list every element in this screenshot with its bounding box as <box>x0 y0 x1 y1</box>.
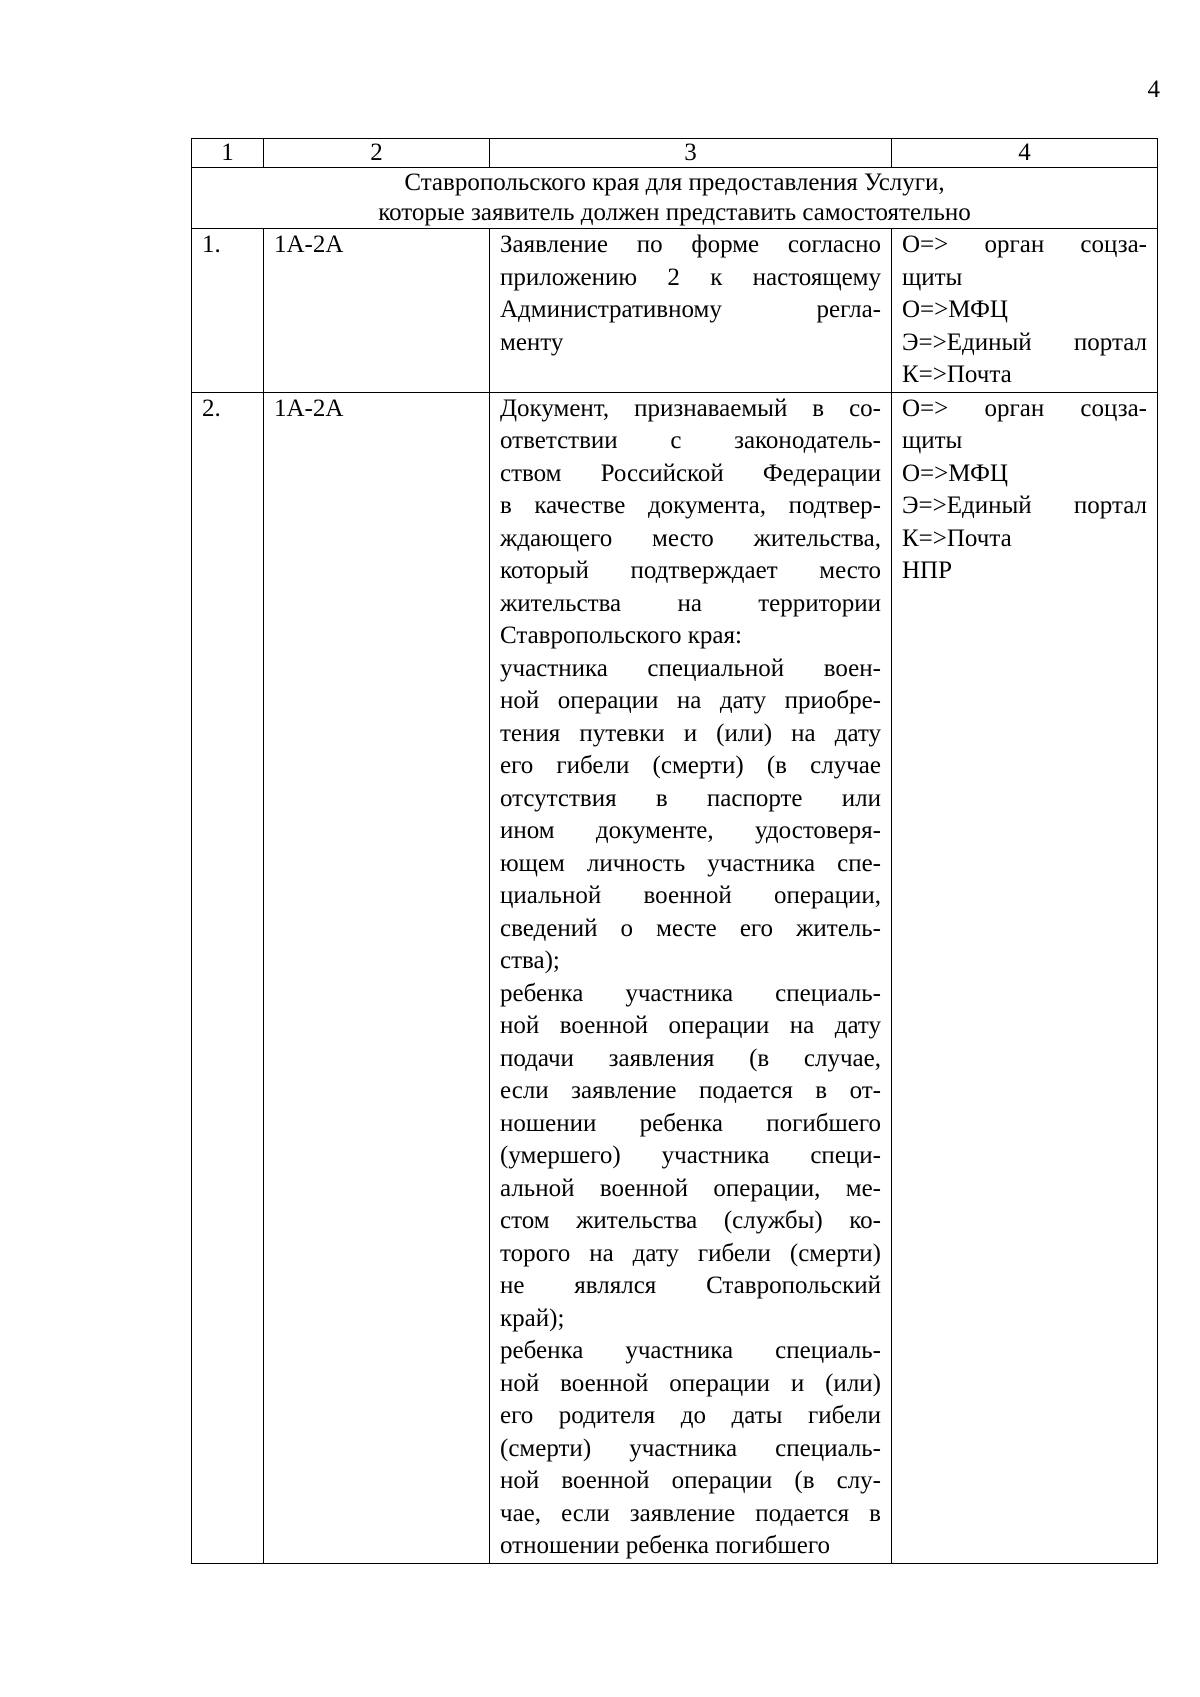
description-line: альной военной операции, ме- <box>500 1174 881 1202</box>
table-row <box>192 392 1158 1563</box>
document-code: 1А-2А <box>264 229 490 393</box>
description-line: его родителя до даты гибели <box>500 1402 881 1429</box>
document-description <box>490 392 892 1563</box>
document-code: 1А-2А <box>264 392 490 1563</box>
channel-line: О=>МФЦ <box>902 459 1008 487</box>
description-line: приложению 2 к настоящему <box>500 263 881 291</box>
description-line: Документ, признаваемый в со- <box>500 394 881 422</box>
description-line: (умершего) участника специ- <box>500 1142 881 1169</box>
description-line: его гибели (смерти) (в случае <box>500 752 881 779</box>
description-line: в качестве документа, подтвер- <box>500 492 881 519</box>
description-line: торого на дату гибели (смерти) <box>500 1239 881 1267</box>
section-heading-line: которые заявитель должен представить самостоятельно <box>378 199 971 226</box>
documents-table <box>191 138 1158 1564</box>
description-line: край); <box>500 1304 565 1332</box>
description-line: жительства на территории <box>500 589 881 617</box>
description-line: ответствии с законодатель- <box>500 427 881 454</box>
description-line: (смерти) участника специаль- <box>500 1434 881 1462</box>
description-line: не являлся Ставропольский <box>500 1272 881 1299</box>
description-line: ной военной операции и (или) <box>500 1369 881 1397</box>
description-line: ждающего место жительства, <box>500 524 881 552</box>
description-line: сведений о месте его житель- <box>500 914 881 942</box>
section-heading <box>192 168 1158 229</box>
channel-line: щиты <box>902 263 963 291</box>
description-line: Административному регла- <box>500 296 881 323</box>
description-line: если заявление подается в от- <box>500 1077 881 1104</box>
description-line: ющем личность участника спе- <box>500 849 881 877</box>
description-line: ной военной операции (в слу- <box>500 1467 881 1494</box>
description-line: отсутствия в паспорте или <box>500 784 881 812</box>
table-row <box>192 229 1158 393</box>
row-number: 2. <box>192 392 264 1563</box>
description-line: участника специальной воен- <box>500 654 881 682</box>
column-header: 1 <box>192 139 264 168</box>
document-description <box>490 229 892 393</box>
description-line: Заявление по форме согласно <box>500 231 881 258</box>
channel-line: К=>Почта <box>902 361 1012 388</box>
description-line: ином документе, удостоверя- <box>500 817 881 844</box>
column-number-row <box>192 139 1158 168</box>
channel-line: НПР <box>902 557 953 584</box>
description-line: тения путевки и (или) на дату <box>500 719 881 747</box>
channel-line: О=> орган соцза- <box>902 394 1147 422</box>
row-number: 1. <box>192 229 264 393</box>
description-line: ством Российской Федерации <box>500 459 881 487</box>
description-line: менту <box>500 328 564 356</box>
channel-line: Э=>Единый портал <box>902 492 1147 519</box>
channel-line: щиты <box>902 427 963 454</box>
description-line: ребенка участника специаль- <box>500 979 881 1007</box>
channel-line: К=>Почта <box>902 524 1012 552</box>
channel-line: Э=>Единый портал <box>902 328 1147 356</box>
description-line: стом жительства (службы) ко- <box>500 1207 881 1234</box>
column-header: 2 <box>264 139 490 168</box>
description-line: который подтверждает место <box>500 557 881 584</box>
channel-line: О=>МФЦ <box>902 296 1008 323</box>
description-line: циальной военной операции, <box>500 882 881 909</box>
description-line: ребенка участника специаль- <box>500 1337 881 1364</box>
submission-channels <box>892 392 1158 1563</box>
description-line: ношении ребенка погибшего <box>500 1109 881 1137</box>
description-line: Ставропольского края: <box>500 622 742 649</box>
description-line: чае, если заявление подается в <box>500 1499 881 1527</box>
description-line: отношении ребенка погибшего <box>500 1532 830 1559</box>
submission-channels <box>892 229 1158 393</box>
channel-line: О=> орган соцза- <box>902 231 1147 258</box>
description-line: ной военной операции на дату <box>500 1012 881 1039</box>
description-line: ной операции на дату приобре- <box>500 687 881 714</box>
page-number: 4 <box>1147 76 1160 103</box>
section-heading-line: Ставропольского края для предоставления Услуги, <box>404 169 945 196</box>
description-line: подачи заявления (в случае, <box>500 1044 881 1072</box>
section-heading-row <box>192 168 1158 229</box>
column-header: 4 <box>892 139 1158 168</box>
description-line: ства); <box>500 947 560 974</box>
column-header: 3 <box>490 139 892 168</box>
